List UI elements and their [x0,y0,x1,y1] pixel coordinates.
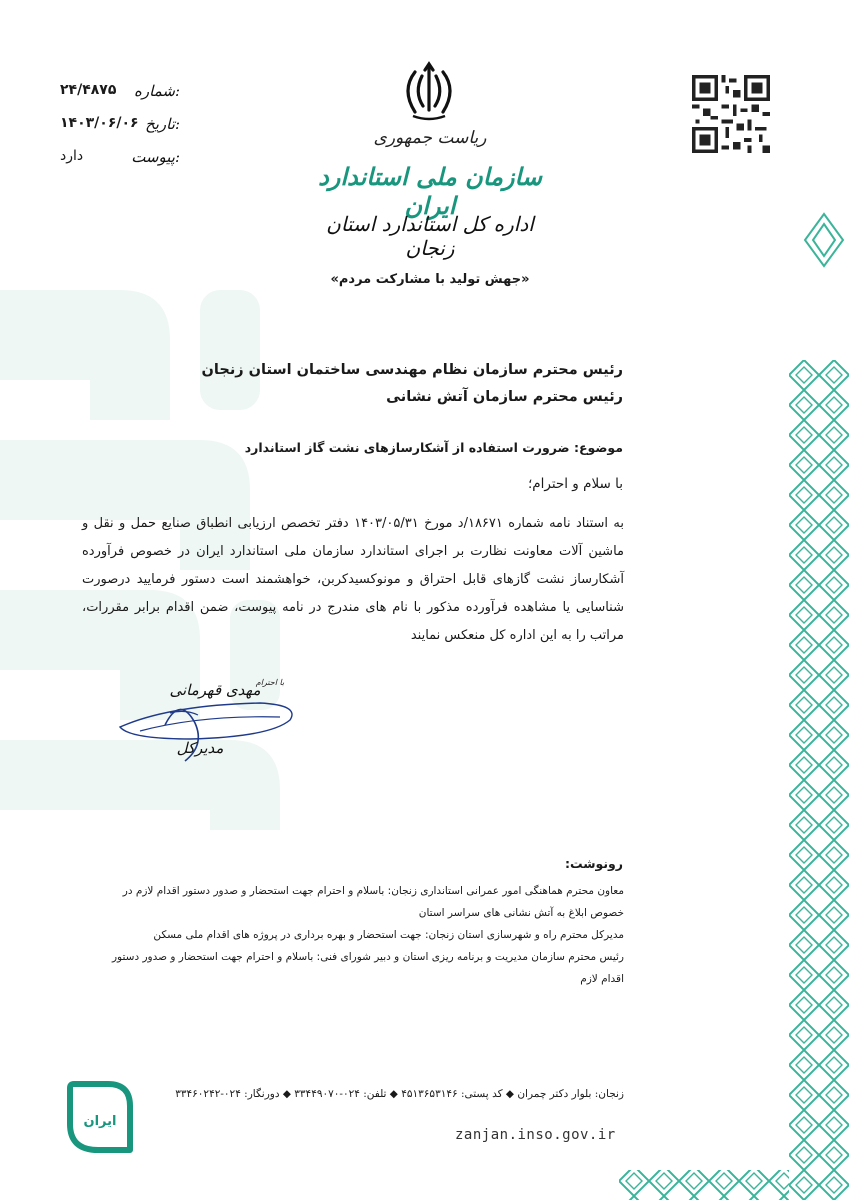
logo-text: ایران [83,1114,117,1129]
cc-item: رئیس محترم سازمان مدیریت و برنامه ریزی استان و دبیر شورای فنی: باسلام و احترام جهت استحضار و صدور دستور اقدام لازم [111,951,624,985]
footer-address: زنجان: بلوار دکتر چمران ◆ کد پستی: ۴۵۱۳۶۵۳۱۴۶ ◆ تلفن: ۰۲۴-۳۳۴۴۹۰۷۰ ◆ دورنگار: ۰۲۴-۳۳۴۶۰۲۴۲ [175,1088,624,1100]
signature-block [110,665,310,770]
letter-date-row [60,115,180,141]
signatory-name: مهدی قهرمانی [169,681,261,699]
signatory-title: مدیرکل [176,739,224,757]
letter-greeting: با سلام و احترام؛ [527,476,623,492]
recipient-line: رئیس محترم سازمان آتش نشانی [386,389,623,405]
organization-name: سازمان ملی استاندارد ایران [318,162,542,220]
letter-number-row [60,82,180,108]
letter-attachment-value: دارد [60,148,84,164]
inso-logo-icon [64,1078,136,1156]
letter-number-value: ۲۴/۴۸۷۵ [60,82,117,98]
letter-attachment-label: پیوست: [131,148,180,166]
signature-prefix: با احترام [255,678,285,687]
letter-date-label: تاریخ: [145,115,180,133]
qr-code [692,75,770,153]
presidency-title: ریاست جمهوری [373,128,487,148]
iran-emblem-icon [395,58,463,126]
decorative-border-bottom [619,1166,789,1200]
department-name: اداره کل استاندارد استان زنجان [326,212,534,260]
letter-date-value: ۱۴۰۳/۰۶/۰۶ [60,115,139,131]
footer-website-link[interactable]: zanjan.inso.gov.ir [455,1127,616,1143]
cc-list [110,880,624,990]
decorative-border-band [789,360,849,1200]
border-motif-top [801,210,847,270]
letter-subject: موضوع: ضرورت استفاده از آشکارسازهای نشت گاز استاندارد [244,440,623,455]
slogan: «جهش تولید با مشارکت مردم» [330,272,530,287]
letter-attachment-row [60,148,180,174]
cc-item: معاون محترم هماهنگی امور عمرانی استانداری زنجان: باسلام و احترام جهت استحضار و صدور دستور اقدام لازم در خصوص ابلاغ به آتش نشانی های سراسر استان [122,885,624,919]
cc-title: رونوشت: [564,856,623,871]
recipient-line: رئیس محترم سازمان نظام مهندسی ساختمان استان زنجان [201,362,623,378]
letter-number-label: شماره: [134,82,180,100]
cc-item: مدیرکل محترم راه و شهرسازی استان زنجان: جهت استحضار و بهره برداری در پروژه های اقدام ملی مسکن [153,929,624,941]
letter-body: به استناد نامه شماره ۱۸۶۷۱/د مورخ ۱۴۰۳/۰۵/۳۱ دفتر تخصص ارزیابی انطباق صنایع حمل و نقل و ماشین آلات معاونت نظارت بر اجرای استاندارد سازمان ملی استاندارد ایران در خصوص فرآورده آشکارساز نشت گازهای قابل احتراق و مونوکسیدکربن، خواهشمند است دستور فرمایید درصورت شناسایی یا مشاهده فرآورده مذکور با نام های مندرج در نامه پیوست، ضمن اقدام برابر مقررات، مراتب را به این اداره کل منعکس نمایند [82,516,624,643]
